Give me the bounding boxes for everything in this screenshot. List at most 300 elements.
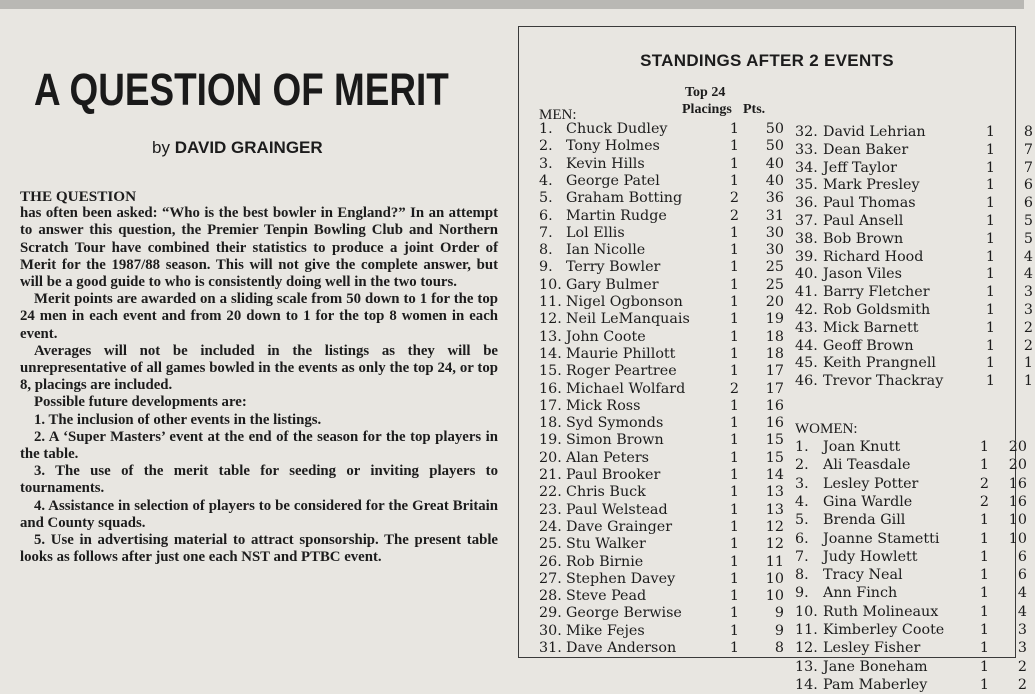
standings-panel — [518, 26, 1033, 693]
rank: 44. — [795, 337, 818, 354]
player-name: Bob Brown — [823, 230, 904, 247]
placings: 1 — [985, 337, 995, 354]
placings: 1 — [979, 658, 989, 675]
rank: 31. — [539, 640, 562, 656]
rank: 13. — [539, 328, 562, 345]
standings-row — [795, 659, 1029, 676]
placings: 1 — [985, 355, 995, 372]
standings-row — [539, 588, 786, 605]
rank: 22. — [539, 484, 562, 501]
standings-row — [795, 622, 1029, 639]
article-paragraph: Merit points are awarded on a sliding scale from 50 down to 1 for the top 24 men in each event and from 20 down to 1 for the top 8 women in each event. — [20, 291, 498, 342]
placings: 1 — [985, 248, 995, 265]
byline-author: DAVID GRAINGER — [174, 138, 323, 157]
rank: 20. — [539, 449, 562, 466]
standings-row — [795, 677, 1029, 694]
standings-row — [795, 142, 1035, 159]
rank: 13. — [795, 658, 818, 675]
placings: 1 — [729, 138, 739, 155]
points: 3 — [1017, 640, 1027, 657]
points: 7 — [1023, 159, 1033, 176]
article-body — [20, 188, 498, 566]
standings-row — [539, 623, 786, 640]
points: 1 — [1023, 373, 1033, 390]
standings-row — [539, 554, 786, 571]
rank: 39. — [795, 248, 818, 265]
player-name: George Patel — [566, 172, 660, 189]
rank: 45. — [795, 355, 818, 372]
points: 25 — [765, 276, 784, 293]
standings-row — [795, 302, 1035, 319]
points: 2 — [1017, 658, 1027, 675]
player-name: Neil LeManquais — [566, 311, 690, 328]
player-name: Paul Welstead — [566, 501, 668, 518]
points: 10 — [765, 588, 784, 605]
standings-row — [539, 519, 786, 536]
placings: 1 — [979, 676, 989, 693]
placings: 1 — [979, 622, 989, 638]
placings: 1 — [985, 195, 995, 212]
points: 12 — [765, 536, 784, 553]
standings-row — [795, 512, 1029, 529]
standings-row — [539, 415, 786, 432]
player-name: Mick Barnett — [823, 319, 919, 336]
rank: 40. — [795, 266, 818, 283]
player-name: Rob Birnie — [566, 553, 644, 570]
placings: 1 — [729, 553, 739, 570]
player-name: Ann Finch — [823, 585, 898, 602]
points: 3 — [1017, 622, 1027, 638]
points: 15 — [765, 432, 784, 449]
rank: 38. — [795, 230, 818, 247]
points: 6 — [1023, 195, 1033, 212]
rank: 9. — [795, 585, 809, 602]
rank: 14. — [795, 676, 818, 693]
placings: 1 — [979, 512, 989, 529]
player-name: Martin Rudge — [566, 207, 667, 224]
player-name: Syd Symonds — [566, 415, 664, 432]
placings: 1 — [979, 603, 989, 620]
rank: 17. — [539, 397, 562, 414]
standings-row — [795, 266, 1035, 283]
standings-row — [539, 329, 786, 346]
player-name: Nigel Ogbonson — [566, 294, 683, 310]
rank: 5. — [795, 512, 809, 529]
standings-row — [795, 355, 1035, 372]
rank: 43. — [795, 319, 818, 336]
points: 5 — [1023, 230, 1033, 247]
standings-row — [539, 242, 786, 259]
placings: 1 — [729, 640, 739, 656]
standings-row — [539, 571, 786, 588]
points: 50 — [765, 121, 784, 137]
placings: 1 — [985, 159, 995, 176]
points: 20 — [765, 294, 784, 310]
article-list-item: 4. Assistance in selection of players to be considered for the Great Britain and County squads. — [20, 497, 498, 531]
article-list-item: 1. The inclusion of other events in the listings. — [34, 411, 322, 428]
standings-row — [539, 190, 786, 207]
points: 2 — [1017, 676, 1027, 693]
points: 8 — [774, 640, 784, 656]
points: 12 — [765, 518, 784, 535]
placings: 1 — [979, 585, 989, 602]
player-name: Trevor Thackray — [823, 373, 944, 390]
placings: 1 — [729, 588, 739, 605]
player-name: David Lehrian — [823, 124, 926, 140]
placings: 1 — [729, 484, 739, 501]
rank: 12. — [795, 640, 818, 657]
standings-row — [539, 311, 786, 328]
player-name: Lesley Fisher — [823, 640, 921, 657]
rank: 1. — [539, 121, 553, 137]
standings-row — [539, 398, 786, 415]
placings: 2 — [729, 190, 739, 207]
standings-row — [795, 373, 1035, 390]
standings-row — [539, 259, 786, 276]
standings-row — [539, 502, 786, 519]
standings-row — [539, 225, 786, 242]
rank: 10. — [539, 276, 562, 293]
women-label: WOMEN: — [795, 421, 858, 437]
rank: 8. — [795, 567, 809, 584]
placings: 1 — [979, 530, 989, 547]
standings-row — [795, 585, 1029, 602]
standings-row — [795, 177, 1035, 194]
points: 16 — [765, 415, 784, 432]
player-name: Chuck Dudley — [566, 121, 668, 137]
placings: 1 — [985, 284, 995, 301]
rank: 34. — [795, 159, 818, 176]
player-name: Ian Nicolle — [566, 242, 646, 259]
standings-row — [795, 640, 1029, 657]
placings: 1 — [729, 259, 739, 276]
player-name: Mick Ross — [566, 397, 641, 414]
points: 10 — [1008, 530, 1027, 547]
placings: 1 — [729, 345, 739, 362]
placings: 1 — [985, 141, 995, 158]
points: 4 — [1023, 266, 1033, 283]
standings-title: STANDINGS AFTER 2 EVENTS — [640, 51, 894, 70]
rank: 18. — [539, 415, 562, 432]
standings-row — [795, 231, 1035, 248]
placings: 1 — [985, 230, 995, 247]
placings: 1 — [729, 467, 739, 483]
standings-row — [539, 536, 786, 553]
player-name: Judy Howlett — [823, 548, 918, 565]
player-name: Dave Anderson — [566, 640, 677, 656]
article-paragraph: Possible future developments are: — [34, 394, 247, 411]
standings-row — [539, 605, 786, 622]
rank: 4. — [795, 493, 809, 510]
placings: 1 — [729, 242, 739, 259]
placings: 1 — [729, 311, 739, 328]
rank: 23. — [539, 501, 562, 518]
player-name: Lol Ellis — [566, 224, 625, 241]
player-name: Barry Fletcher — [823, 284, 930, 301]
player-name: Maurie Phillott — [566, 345, 676, 362]
standings-row — [539, 363, 786, 380]
points: 25 — [765, 259, 784, 276]
standings-row — [539, 640, 786, 657]
rank: 27. — [539, 570, 562, 587]
standings-row — [795, 195, 1035, 212]
player-name: Gina Wardle — [823, 493, 913, 510]
player-name: Jane Boneham — [823, 658, 928, 675]
page-top-strip — [0, 0, 1024, 9]
rank: 6. — [795, 530, 809, 547]
placings: 1 — [729, 432, 739, 449]
player-name: Mark Presley — [823, 177, 920, 194]
bleed-through-background — [380, 20, 396, 70]
player-name: Jeff Taylor — [823, 159, 897, 176]
rank: 11. — [795, 622, 818, 638]
points: 20 — [1008, 439, 1027, 455]
standings-row — [795, 567, 1029, 584]
standings-row — [795, 338, 1035, 355]
points: 3 — [1023, 284, 1033, 301]
rank: 36. — [795, 195, 818, 212]
rank: 24. — [539, 518, 562, 535]
rank: 37. — [795, 213, 818, 229]
rank: 12. — [539, 311, 562, 328]
article-paragraph: has often been asked: “Who is the best bowler in England?” In an attempt to answer this question, the Premier Tenpin Bowling Club and Northern Scratch Tour have combined their statistics to produce a joint Order of Merit for the 1987/88 season. This will not give the complete answer, but will be a good guide to who is consistently doing well in the two tours. — [20, 205, 498, 291]
points: 13 — [765, 501, 784, 518]
player-name: Geoff Brown — [823, 337, 914, 354]
placings: 1 — [985, 213, 995, 229]
standings-row — [795, 494, 1029, 511]
placings: 1 — [979, 439, 989, 455]
player-name: Ali Teasdale — [823, 457, 911, 474]
placings: 1 — [729, 536, 739, 553]
standings-row — [539, 467, 786, 484]
points: 17 — [765, 380, 784, 397]
rank: 28. — [539, 588, 562, 605]
rank: 1. — [795, 439, 809, 455]
points: 11 — [765, 553, 784, 570]
rank: 46. — [795, 373, 818, 390]
placings: 1 — [985, 319, 995, 336]
points: 2 — [1023, 337, 1033, 354]
placings: 1 — [729, 622, 739, 639]
rank: 15. — [539, 363, 562, 380]
points: 9 — [774, 622, 784, 639]
points: 18 — [765, 328, 784, 345]
points: 13 — [765, 484, 784, 501]
player-name: Kevin Hills — [566, 155, 645, 172]
rank: 16. — [539, 380, 562, 397]
points: 31 — [765, 207, 784, 224]
standings-row — [539, 432, 786, 449]
placings: 1 — [729, 570, 739, 587]
points: 30 — [765, 224, 784, 241]
rank: 7. — [539, 224, 553, 241]
points: 4 — [1017, 585, 1027, 602]
rank: 35. — [795, 177, 818, 194]
placings: 1 — [729, 449, 739, 466]
col-header-top24: Top 24 — [685, 85, 726, 100]
points: 18 — [765, 345, 784, 362]
player-name: Richard Hood — [823, 248, 924, 265]
placings: 2 — [729, 380, 739, 397]
player-name: Paul Ansell — [823, 213, 904, 229]
player-name: Stu Walker — [566, 536, 646, 553]
player-name: John Coote — [566, 328, 646, 345]
placings: 2 — [979, 493, 989, 510]
standings-row — [539, 138, 786, 155]
standings-row — [539, 173, 786, 190]
placings: 1 — [729, 121, 739, 137]
article-list-item: 2. A ‘Super Masters’ event at the end of the season for the top players in the table. — [20, 428, 498, 463]
men-label: MEN: — [539, 107, 577, 123]
points: 2 — [1023, 319, 1033, 336]
points: 5 — [1023, 213, 1033, 229]
standings-row — [539, 156, 786, 173]
player-name: Mike Fejes — [566, 622, 645, 639]
rank: 3. — [539, 155, 553, 172]
rank: 8. — [539, 242, 553, 259]
placings: 1 — [985, 124, 995, 140]
placings: 1 — [729, 501, 739, 518]
player-name: Steve Pead — [566, 588, 647, 605]
standings-row — [539, 208, 786, 225]
player-name: Michael Wolfard — [566, 380, 686, 397]
placings: 1 — [985, 266, 995, 283]
question-heading: THE QUESTION — [20, 188, 137, 205]
player-name: Brenda Gill — [823, 512, 906, 529]
placings: 1 — [729, 294, 739, 310]
player-name: Simon Brown — [566, 432, 664, 449]
points: 4 — [1017, 603, 1027, 620]
headline: A QUESTION OF MERIT — [34, 64, 449, 115]
player-name: George Berwise — [566, 605, 682, 622]
placings: 1 — [729, 328, 739, 345]
placings: 1 — [979, 457, 989, 474]
points: 4 — [1023, 248, 1033, 265]
player-name: Alan Peters — [566, 449, 649, 466]
rank: 6. — [539, 207, 553, 224]
standings-row — [539, 381, 786, 398]
standings-row — [539, 450, 786, 467]
player-name: Terry Bowler — [566, 259, 661, 276]
byline-prefix: by — [152, 138, 170, 157]
standings-row — [539, 346, 786, 363]
points: 6 — [1023, 177, 1033, 194]
placings: 1 — [979, 548, 989, 565]
points: 16 — [765, 397, 784, 414]
points: 1 — [1023, 355, 1033, 372]
points: 15 — [765, 449, 784, 466]
rank: 41. — [795, 284, 818, 301]
placings: 1 — [729, 172, 739, 189]
points: 50 — [765, 138, 784, 155]
placings: 1 — [985, 373, 995, 390]
player-name: Kimberley Coote — [823, 622, 945, 638]
standings-row — [795, 320, 1035, 337]
points: 40 — [765, 172, 784, 189]
player-name: Paul Brooker — [566, 467, 661, 483]
points: 3 — [1023, 302, 1033, 318]
points: 16 — [1008, 493, 1027, 510]
points: 17 — [765, 363, 784, 380]
points: 20 — [1008, 457, 1027, 474]
rank: 2. — [795, 457, 809, 474]
byline — [152, 138, 323, 158]
placings: 1 — [985, 177, 995, 194]
placings: 1 — [729, 155, 739, 172]
standings-row — [539, 484, 786, 501]
standings-row — [795, 249, 1035, 266]
points: 6 — [1017, 567, 1027, 584]
standings-row — [795, 213, 1035, 230]
standings-row — [795, 124, 1035, 141]
player-name: Stephen Davey — [566, 570, 676, 587]
article-list-item: 3. The use of the merit table for seeding or inviting players to tournaments. — [20, 463, 498, 497]
player-name: Chris Buck — [566, 484, 646, 501]
points: 16 — [1008, 475, 1027, 492]
placings: 1 — [985, 302, 995, 318]
player-name: Dave Grainger — [566, 518, 673, 535]
player-name: Roger Peartree — [566, 363, 677, 380]
player-name: Keith Prangnell — [823, 355, 936, 372]
standings-row — [539, 277, 786, 294]
player-name: Tracy Neal — [823, 567, 903, 584]
rank: 7. — [795, 548, 809, 565]
col-header-pts: Pts. — [743, 102, 766, 117]
points: 30 — [765, 242, 784, 259]
placings: 1 — [729, 397, 739, 414]
standings-row — [795, 604, 1029, 621]
points: 19 — [765, 311, 784, 328]
rank: 26. — [539, 553, 562, 570]
placings: 1 — [979, 567, 989, 584]
placings: 1 — [729, 415, 739, 432]
points: 36 — [765, 190, 784, 207]
points: 8 — [1023, 124, 1033, 140]
points: 10 — [765, 570, 784, 587]
placings: 1 — [979, 640, 989, 657]
points: 7 — [1023, 141, 1033, 158]
player-name: Rob Goldsmith — [823, 302, 931, 318]
player-name: Paul Thomas — [823, 195, 916, 212]
player-name: Graham Botting — [566, 190, 683, 207]
rank: 19. — [539, 432, 562, 449]
placings: 1 — [729, 518, 739, 535]
placings: 1 — [729, 605, 739, 622]
points: 9 — [774, 605, 784, 622]
standings-row — [795, 439, 1029, 456]
rank: 30. — [539, 622, 562, 639]
rank: 4. — [539, 172, 553, 189]
rank: 14. — [539, 345, 562, 362]
points: 14 — [765, 467, 784, 483]
standings-row — [539, 121, 786, 138]
rank: 11. — [539, 294, 562, 310]
placings: 2 — [729, 207, 739, 224]
standings-row — [795, 476, 1029, 493]
player-name: Jason Viles — [823, 266, 902, 283]
rank: 32. — [795, 124, 818, 140]
rank: 25. — [539, 536, 562, 553]
player-name: Gary Bulmer — [566, 276, 659, 293]
rank: 2. — [539, 138, 553, 155]
player-name: Tony Holmes — [566, 138, 660, 155]
standings-row — [539, 294, 786, 311]
player-name: Pam Maberley — [823, 676, 928, 693]
rank: 9. — [539, 259, 553, 276]
placings: 1 — [729, 224, 739, 241]
points: 10 — [1008, 512, 1027, 529]
points: 6 — [1017, 548, 1027, 565]
